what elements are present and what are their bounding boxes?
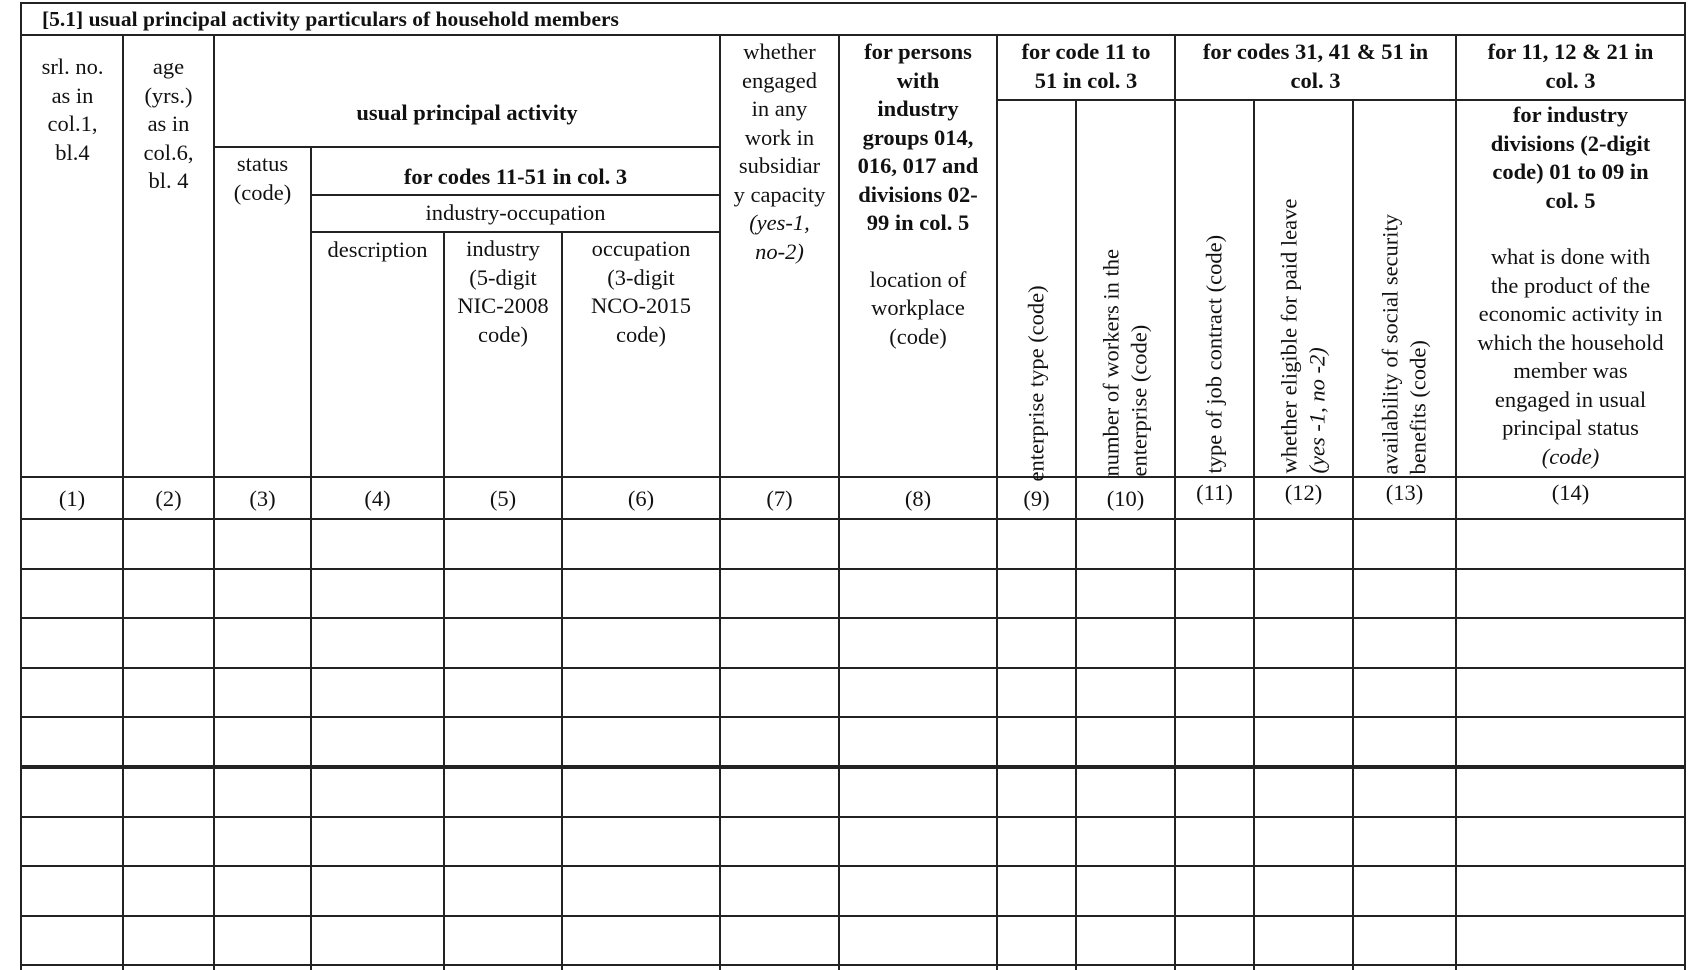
header-col-10-line: enterprise (code) (1126, 324, 1151, 477)
entry-cell[interactable] (840, 520, 996, 568)
entry-cell[interactable] (998, 818, 1075, 865)
header-col-1-line: as in (51, 82, 94, 108)
entry-cell[interactable] (840, 718, 996, 767)
entry-cell[interactable] (445, 818, 561, 865)
entry-cell[interactable] (1354, 917, 1455, 964)
header-col-6-line: (3-digit (607, 264, 675, 290)
header-col-8-bold: industry (877, 96, 959, 121)
header-col-7 (721, 38, 838, 266)
entry-cell[interactable] (124, 570, 213, 617)
entry-cell[interactable] (721, 669, 838, 716)
entry-cell[interactable] (1077, 619, 1174, 667)
entry-cell[interactable] (1354, 520, 1455, 568)
header-col-14-line: engaged in usual (1494, 386, 1647, 412)
header-col-13-line: benefits (code) (1405, 340, 1430, 475)
entry-cell[interactable] (998, 570, 1075, 617)
entry-cell[interactable] (840, 818, 996, 865)
header-col-9 (998, 108, 1075, 482)
entry-cell[interactable] (840, 669, 996, 716)
header-col-5 (445, 235, 561, 349)
column-number: (6) (627, 486, 655, 511)
header-col-1-line: bl.4 (55, 139, 90, 165)
column-number: (8) (904, 486, 932, 511)
entry-cell[interactable] (721, 818, 838, 865)
entry-cell[interactable] (563, 769, 719, 816)
entry-cell[interactable] (1354, 619, 1455, 667)
header-col-14-italic: (code) (1541, 443, 1600, 469)
header-col-8-bold: divisions 02- (858, 181, 978, 207)
header-col-5-line: code) (478, 321, 528, 347)
entry-cell[interactable] (998, 867, 1075, 915)
entry-cell[interactable] (312, 818, 443, 865)
header-col-7-line: engaged (742, 67, 817, 93)
entry-cell[interactable] (1457, 669, 1682, 716)
entry-cell[interactable] (445, 917, 561, 964)
entry-cell[interactable] (721, 917, 838, 964)
entry-cell[interactable] (1255, 917, 1352, 964)
entry-cell[interactable] (1354, 769, 1455, 816)
entry-cell[interactable] (22, 917, 122, 964)
entry-cell[interactable] (1077, 917, 1174, 964)
entry-cell[interactable] (1457, 520, 1682, 568)
entry-cell[interactable] (22, 867, 122, 915)
entry-cell[interactable] (1457, 917, 1682, 964)
entry-cell[interactable] (998, 917, 1075, 964)
header-col-3-line: status (236, 151, 289, 176)
entry-cell[interactable] (563, 669, 719, 716)
entry-cell[interactable] (445, 669, 561, 716)
header-col-14-bold: col. 3 (1545, 67, 1596, 93)
header-col-14-bold: for industry (1512, 102, 1629, 127)
entry-cell[interactable] (721, 769, 838, 816)
header-col-8-bold: 99 in col. 5 (866, 210, 970, 235)
entry-cell[interactable] (22, 520, 122, 568)
entry-cell[interactable] (1354, 818, 1455, 865)
header-col-14 (1457, 38, 1684, 471)
entry-cell[interactable] (215, 917, 310, 964)
entry-cell[interactable] (1255, 818, 1352, 865)
entry-cell[interactable] (998, 669, 1075, 716)
entry-cell[interactable] (840, 570, 996, 617)
header-col-5-line: (5-digit (469, 264, 537, 290)
entry-cell[interactable] (1077, 867, 1174, 915)
header-col-7-italic: (yes-1, (749, 210, 810, 235)
entry-cell[interactable] (1354, 718, 1455, 767)
header-col-5-line: industry (466, 236, 540, 261)
entry-cell[interactable] (1255, 570, 1352, 617)
entry-cell[interactable] (22, 669, 122, 716)
header-col-2-line: col.6, (143, 139, 194, 165)
entry-cell[interactable] (1176, 818, 1253, 865)
entry-cell[interactable] (840, 769, 996, 816)
header-industry-occupation: industry-occupation (425, 199, 606, 225)
header-col-14-bold: col. 5 (1545, 187, 1596, 213)
header-col-1 (24, 53, 121, 167)
column-number: (5) (489, 486, 517, 511)
entry-cell[interactable] (312, 718, 443, 767)
entry-cell[interactable] (1457, 769, 1682, 816)
entry-cell[interactable] (1077, 570, 1174, 617)
entry-cell[interactable] (563, 718, 719, 767)
column-number: (13) (1385, 480, 1424, 505)
entry-cell[interactable] (1255, 520, 1352, 568)
entry-cell[interactable] (1176, 520, 1253, 568)
column-number: (10) (1106, 486, 1145, 511)
entry-cell[interactable] (312, 669, 443, 716)
header-col-3 (215, 150, 310, 207)
header-col-7-line: work in (744, 124, 815, 150)
entry-cell[interactable] (563, 818, 719, 865)
header-col-13-line: availability of social security (1377, 213, 1402, 475)
header-col-12 (1255, 100, 1352, 474)
header-col-8-bold: with (896, 67, 940, 93)
column-number: (2) (155, 486, 182, 511)
entry-cell[interactable] (215, 867, 310, 915)
line-row-9 (20, 964, 1686, 966)
header-col-7-line: in any (751, 96, 808, 121)
vline-right (1684, 2, 1686, 970)
header-col-9-text: enterprise type (code) (1023, 285, 1048, 482)
entry-cell[interactable] (1255, 769, 1352, 816)
entry-cell[interactable] (1176, 917, 1253, 964)
column-number: (1) (58, 486, 86, 511)
line-header-bottom (20, 476, 1686, 478)
header-col-7-line: y capacity (733, 181, 826, 207)
entry-cell[interactable] (445, 619, 561, 667)
entry-cell[interactable] (1457, 818, 1682, 865)
entry-cell[interactable] (1176, 619, 1253, 667)
entry-cell[interactable] (312, 570, 443, 617)
header-col-8-bold: 016, 017 and (857, 153, 979, 178)
header-col-1-line: srl. no. (41, 54, 104, 79)
header-col-6-line: NCO-2015 (591, 293, 691, 318)
header-col-4: description (327, 236, 428, 262)
entry-cell[interactable] (1354, 867, 1455, 915)
entry-cell[interactable] (1457, 619, 1682, 667)
entry-cell[interactable] (124, 769, 213, 816)
column-number: (12) (1284, 480, 1323, 505)
entry-cell[interactable] (312, 917, 443, 964)
header-col-8-bold: groups 014, (862, 124, 974, 150)
entry-cell[interactable] (124, 818, 213, 865)
entry-cell[interactable] (445, 867, 561, 915)
entry-cell[interactable] (445, 718, 561, 767)
header-col-7-line: subsidiar (738, 153, 821, 178)
header-col-12-text: whether eligible for paid leave (1276, 198, 1301, 474)
entry-cell[interactable] (1354, 570, 1455, 617)
entry-cell[interactable] (721, 570, 838, 617)
line-upa-bottom (213, 146, 721, 148)
entry-cell[interactable] (1255, 619, 1352, 667)
entry-cell[interactable] (124, 619, 213, 667)
entry-cell[interactable] (998, 520, 1075, 568)
entry-cell[interactable] (563, 570, 719, 617)
entry-cell[interactable] (215, 669, 310, 716)
header-col-14-line: the product of the (1490, 272, 1651, 298)
entry-cell[interactable] (215, 570, 310, 617)
entry-cell[interactable] (563, 619, 719, 667)
header-col-11 (1176, 100, 1253, 474)
entry-cell[interactable] (840, 619, 996, 667)
header-col-5-line: NIC-2008 (457, 293, 549, 318)
entry-cell[interactable] (1255, 669, 1352, 716)
header-col-14-line: principal status (1502, 415, 1639, 440)
entry-cell[interactable] (1077, 718, 1174, 767)
header-group-9-10-line: 51 in col. 3 (1034, 67, 1138, 93)
header-col-1-line: col.1, (47, 111, 98, 136)
entry-cell[interactable] (22, 570, 122, 617)
header-col-6-line: occupation (591, 236, 691, 261)
header-col-10 (1077, 103, 1174, 477)
header-col-2-line: as in (147, 111, 190, 136)
entry-cell[interactable] (124, 867, 213, 915)
entry-cell[interactable] (1457, 867, 1682, 915)
entry-cell[interactable] (563, 520, 719, 568)
header-group-11-13-line: for codes 31, 41 & 51 in (1202, 39, 1429, 64)
header-col-3-line: (code) (233, 179, 292, 205)
header-col-7-italic: no-2) (755, 238, 804, 264)
header-col-6-line: code) (616, 321, 666, 347)
header-col-8-line: (code) (889, 323, 947, 349)
header-col-2-line: bl. 4 (148, 168, 189, 193)
entry-cell[interactable] (1176, 769, 1253, 816)
header-group-11-13-line: col. 3 (1290, 67, 1341, 93)
header-col-14-line: which the household (1477, 329, 1664, 355)
block-title: [5.1] usual principal activity particulars of household members (42, 6, 619, 31)
entry-cell[interactable] (22, 769, 122, 816)
entry-cell[interactable] (215, 818, 310, 865)
header-col-14-bold: divisions (2-digit (1490, 130, 1651, 156)
header-col-2 (124, 53, 213, 196)
entry-cell[interactable] (22, 818, 122, 865)
entry-cell[interactable] (721, 520, 838, 568)
header-col-7-line: whether (743, 39, 816, 64)
entry-cell[interactable] (445, 769, 561, 816)
entry-cell[interactable] (1077, 520, 1174, 568)
column-number: (9) (1023, 486, 1050, 511)
header-col-2-line: age (152, 54, 185, 79)
entry-cell[interactable] (721, 718, 838, 767)
entry-cell[interactable] (1077, 669, 1174, 716)
entry-cell[interactable] (124, 520, 213, 568)
header-col-14-line: what is done with (1490, 244, 1651, 269)
entry-cell[interactable] (215, 520, 310, 568)
column-number: (14) (1551, 480, 1590, 505)
entry-cell[interactable] (215, 718, 310, 767)
entry-cell[interactable] (998, 769, 1075, 816)
entry-cell[interactable] (124, 718, 213, 767)
entry-cell[interactable] (721, 619, 838, 667)
entry-cell[interactable] (445, 520, 561, 568)
header-col-8-bold: for persons (864, 39, 972, 64)
header-col-12-italic: (yes -1, no -2) (1304, 347, 1329, 474)
column-number: (11) (1196, 480, 1233, 505)
entry-cell[interactable] (445, 570, 561, 617)
entry-cell[interactable] (1176, 669, 1253, 716)
header-col-14-bold: for 11, 12 & 21 in (1487, 39, 1654, 64)
header-col-11-text: type of job contract (code) (1201, 234, 1226, 474)
header-col-14-line: economic activity in (1478, 301, 1663, 326)
header-col-8-line: location of (869, 266, 967, 292)
header-col-8-line: workplace (871, 295, 965, 320)
entry-cell[interactable] (312, 520, 443, 568)
header-codes-11-51: for codes 11-51 in col. 3 (403, 163, 628, 189)
column-number: (4) (364, 486, 391, 511)
header-col-2-line: (yrs.) (144, 82, 193, 108)
entry-cell[interactable] (1255, 718, 1352, 767)
entry-cell[interactable] (1176, 718, 1253, 767)
entry-cell[interactable] (563, 917, 719, 964)
entry-cell[interactable] (22, 619, 122, 667)
line-indocc-bottom (310, 231, 721, 233)
entry-cell[interactable] (721, 867, 838, 915)
header-group-9-10-line: for code 11 to (1021, 39, 1151, 64)
header-group-9-10 (998, 38, 1174, 95)
entry-cell[interactable] (312, 867, 443, 915)
header-col-10-line: number of workers in the (1098, 249, 1123, 477)
header-col-14-bold: code) 01 to 09 in (1492, 159, 1649, 184)
entry-cell[interactable] (1457, 570, 1682, 617)
entry-cell[interactable] (1354, 669, 1455, 716)
entry-cell[interactable] (22, 718, 122, 767)
header-usual-principal-activity: usual principal activity (356, 99, 578, 125)
entry-cell[interactable] (124, 669, 213, 716)
entry-cell[interactable] (1255, 867, 1352, 915)
column-number: (7) (766, 486, 793, 511)
entry-cell[interactable] (215, 619, 310, 667)
entry-cell[interactable] (998, 718, 1075, 767)
entry-cell[interactable] (312, 769, 443, 816)
header-col-14-line: member was (1513, 358, 1628, 383)
entry-cell[interactable] (1176, 867, 1253, 915)
entry-cell[interactable] (998, 619, 1075, 667)
entry-cell[interactable] (840, 867, 996, 915)
line-title-bottom (20, 34, 1686, 36)
entry-cell[interactable] (1457, 718, 1682, 767)
column-number: (3) (249, 486, 276, 511)
entry-cell[interactable] (215, 769, 310, 816)
entry-cell[interactable] (124, 917, 213, 964)
entry-cell[interactable] (1176, 570, 1253, 617)
entry-cell[interactable] (312, 619, 443, 667)
entry-cell[interactable] (1077, 769, 1174, 816)
header-col-6 (563, 235, 719, 349)
header-col-13 (1354, 101, 1455, 475)
entry-cell[interactable] (1077, 818, 1174, 865)
entry-cell[interactable] (563, 867, 719, 915)
entry-cell[interactable] (840, 917, 996, 964)
header-group-11-13 (1176, 38, 1455, 95)
header-col-8 (840, 38, 996, 351)
